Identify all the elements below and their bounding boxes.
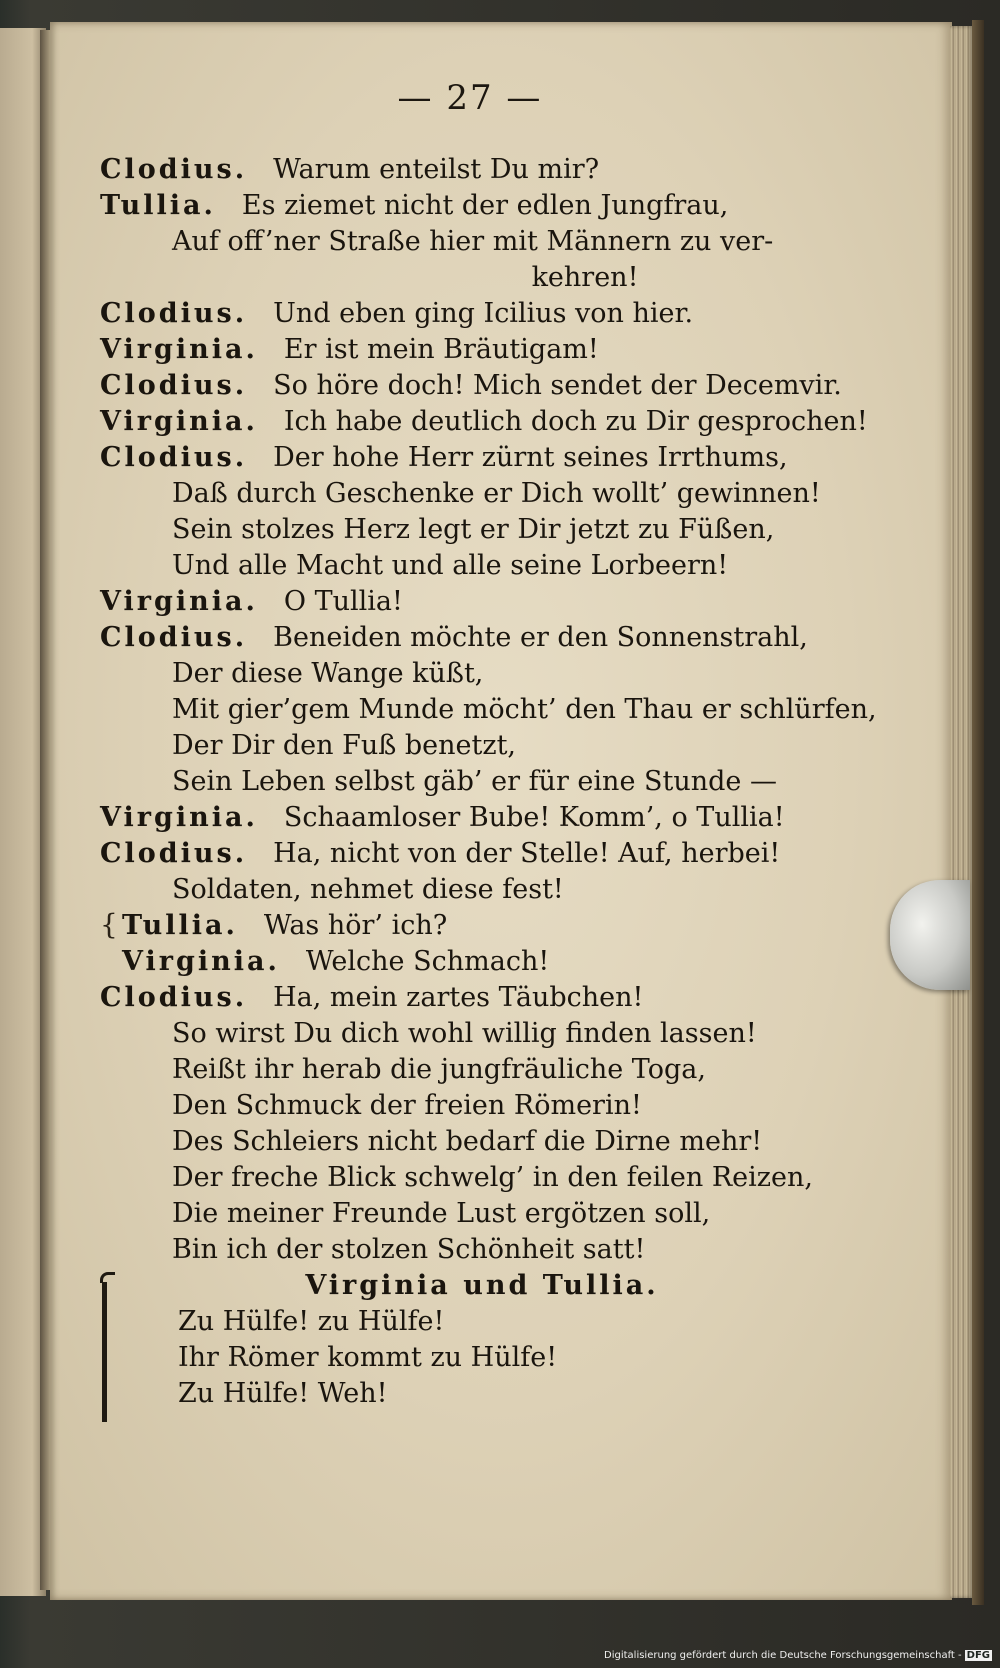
text-line xyxy=(100,908,820,944)
line-text: Daß durch Geschenke er Dich wollt’ gewinnen! xyxy=(172,478,821,509)
speaker-name: Virginia. xyxy=(100,802,258,833)
line-text: Welche Schmach! xyxy=(305,946,550,977)
text-line xyxy=(100,620,820,656)
line-text: So wirst Du dich wohl willig finden lassen! xyxy=(172,1018,757,1049)
text-line xyxy=(100,296,820,332)
speaker-name: Clodius. xyxy=(100,370,248,401)
text-line xyxy=(100,1088,820,1124)
speaker-name: Clodius. xyxy=(100,442,248,473)
page-stack-edge xyxy=(950,26,974,1598)
cover-edge xyxy=(972,20,984,1605)
text-line xyxy=(100,188,820,224)
text-line xyxy=(100,1052,820,1088)
speaker-name: Tullia. xyxy=(100,190,216,221)
line-text: Und alle Macht und alle seine Lorbeern! xyxy=(172,550,729,581)
line-text: Mit gier’gem Munde möcht’ den Thau er schlürfen, xyxy=(172,694,877,725)
text-line xyxy=(100,1124,820,1160)
line-text: Beneiden möchte er den Sonnenstrahl, xyxy=(273,622,808,653)
line-text: Bin ich der stolzen Schönheit satt! xyxy=(172,1234,646,1265)
text-line xyxy=(100,872,820,908)
text-line xyxy=(100,1196,820,1232)
line-text: Schaamloser Bube! Komm’, o Tullia! xyxy=(283,802,785,833)
text-line xyxy=(100,1016,820,1052)
text-line xyxy=(100,728,820,764)
line-text: Reißt ihr herab die jungfräuliche Toga, xyxy=(172,1054,706,1085)
line-text: O Tullia! xyxy=(283,586,403,617)
text-line xyxy=(100,152,820,188)
text-line xyxy=(100,548,820,584)
text-line xyxy=(100,1232,820,1268)
speaker-name: Clodius. xyxy=(100,622,248,653)
text-line xyxy=(100,1340,820,1376)
line-text: Der diese Wange küßt, xyxy=(172,658,484,689)
speaker-name: Clodius. xyxy=(100,838,248,869)
speaker-name: Virginia. xyxy=(122,946,280,977)
dfg-logo: DFG xyxy=(966,1650,990,1661)
speaker-name: Tullia. xyxy=(122,910,238,941)
line-text: kehren! xyxy=(531,262,639,293)
line-text: Er ist mein Bräutigam! xyxy=(283,334,599,365)
speaker-name: Clodius. xyxy=(100,982,248,1013)
speaker-name: Virginia und Tullia. xyxy=(305,1270,659,1301)
line-text: Was hör’ ich? xyxy=(263,910,448,941)
line-text: Der Dir den Fuß benetzt, xyxy=(172,730,516,761)
speaker-name: Virginia. xyxy=(100,586,258,617)
line-text: Der hohe Herr zürnt seines Irrthums, xyxy=(273,442,788,473)
line-text: Zu Hülfe! Weh! xyxy=(178,1378,388,1409)
text-line xyxy=(100,764,820,800)
text-line xyxy=(100,440,820,476)
brace-mark: { xyxy=(100,908,118,941)
text-line xyxy=(100,1304,820,1340)
credit-text: Digitalisierung gefördert durch die Deutsche Forschungsgemeinschaft - xyxy=(604,1650,962,1661)
text-line xyxy=(100,800,820,836)
line-text: Sein stolzes Herz legt er Dir jetzt zu Füßen, xyxy=(172,514,775,545)
line-text: Des Schleiers nicht bedarf die Dirne mehr! xyxy=(172,1126,763,1157)
text-line xyxy=(100,224,820,260)
text-line xyxy=(100,656,820,692)
line-text: Ich habe deutlich doch zu Dir gesprochen! xyxy=(283,406,868,437)
speaker-name: Virginia. xyxy=(100,406,258,437)
line-text: Zu Hülfe! zu Hülfe! xyxy=(178,1306,445,1337)
text-line xyxy=(100,332,820,368)
speaker-name: Virginia. xyxy=(100,334,258,365)
text-line xyxy=(100,512,820,548)
text-line xyxy=(100,368,842,404)
line-text: So höre doch! Mich sendet der Decemvir. xyxy=(273,370,842,401)
line-text: Den Schmuck der freien Römerin! xyxy=(172,1090,642,1121)
digitization-credit xyxy=(604,1650,992,1661)
line-text: Warum enteilst Du mir? xyxy=(273,154,600,185)
play-text xyxy=(100,152,877,1412)
page-number: — 27 — xyxy=(397,78,543,118)
text-line xyxy=(100,584,820,620)
line-text: Soldaten, nehmet diese fest! xyxy=(172,874,564,905)
text-line xyxy=(100,980,820,1016)
line-text: Der freche Blick schwelg’ in den feilen Reizen, xyxy=(172,1162,813,1193)
line-text: Es ziemet nicht der edlen Jungfrau, xyxy=(241,190,729,221)
line-text: Ihr Römer kommt zu Hülfe! xyxy=(178,1342,558,1373)
line-text: Auf off’ner Straße hier mit Männern zu ver- xyxy=(172,226,774,257)
text-line xyxy=(100,404,868,440)
speaker-name: Clodius. xyxy=(100,154,248,185)
chorus-heading xyxy=(100,1268,820,1304)
line-text: Sein Leben selbst gäb’ er für eine Stunde — xyxy=(172,766,777,797)
text-line xyxy=(100,476,820,512)
line-text: Ha, nicht von der Stelle! Auf, herbei! xyxy=(273,838,781,869)
line-text: Die meiner Freunde Lust ergötzen soll, xyxy=(172,1198,711,1229)
text-line xyxy=(100,836,820,872)
text-line xyxy=(100,1160,820,1196)
text-line xyxy=(100,944,820,980)
line-text: Und eben ging Icilius von hier. xyxy=(273,298,694,329)
line-text: Ha, mein zartes Täubchen! xyxy=(273,982,644,1013)
text-line xyxy=(100,692,877,728)
speaker-name: Clodius. xyxy=(100,298,248,329)
text-line xyxy=(100,1376,820,1412)
page-clip-holder xyxy=(890,880,970,990)
text-line xyxy=(100,260,820,296)
